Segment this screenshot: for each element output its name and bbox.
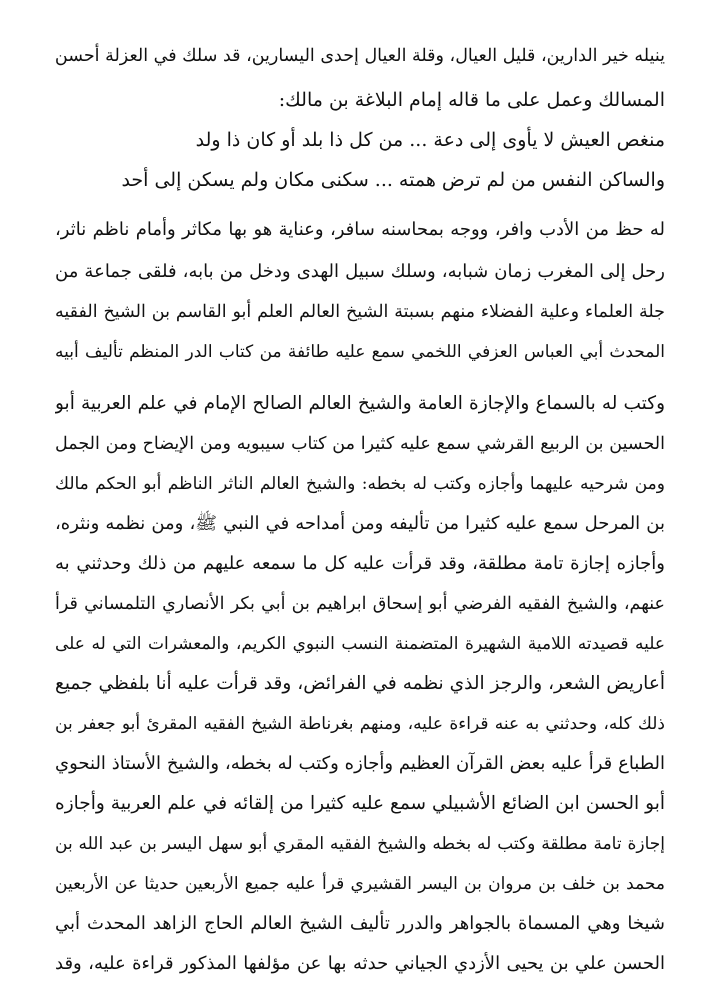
text-line-18: الطباع قرأ عليه بعض القرآن العظيم وأجازه وكتب له بخطه، والشيخ الأستاذ النحوي: [55, 753, 665, 774]
text-line-21: محمد بن خلف بن مروان بن اليسر القشيري قرأ عليه جميع الأربعين حديثا عن الأربعين: [55, 874, 665, 894]
text-line-22: شيخا وهي المسماة بالجواهر والدرر تأليف الشيخ العالم الحاج الزاهد المحدث أبي: [55, 913, 665, 934]
verse-line-2: والساكن النفس من لم ترض همته ... سكنى مكان ولم يسكن إلى أحد: [121, 169, 665, 191]
text-line-2: المسالك وعمل على ما قاله إمام البلاغة بن مالك:: [278, 89, 665, 111]
text-line-14: عنهم، والشيخ الفقيه الفرضي أبو إسحاق ابراهيم بن أبي بكر الأنصاري التلمساني قرأ: [55, 594, 665, 614]
verse-line-1: منغص العيش لا يأوى إلى دعة ... من كل ذا بلد أو كان ذا ولد: [195, 129, 665, 151]
text-line-8: المحدث أبي العباس العزفي اللخمي سمع عليه طائفة من كتاب الدر المنظم تأليف أبيه: [55, 342, 665, 362]
text-line-10: الحسين بن الربيع القرشي سمع عليه كثيرا من كتاب سيبويه ومن الإيضاح ومن الجمل: [55, 434, 665, 454]
text-line-9: وكتب له بالسماع والإجازة العامة والشيخ العالم الصالح الإمام في علم العربية أبو: [55, 393, 665, 414]
text-line-5: له حظ من الأدب وافر، ووجه بمحاسنه سافر، وعناية هو بها مكاثر وأمام ناظم ناثر،: [55, 219, 665, 240]
text-line-20: إجازة تامة مطلقة وكتب له بخطه والشيخ الفقيه المقري أبو سهل اليسر بن عبد الله بن: [55, 834, 665, 854]
text-line-17: ذلك كله، وحدثني به عنه قراءة عليه، ومنهم بغرناطة الشيخ الفقيه المقرئ أبو جعفر بن: [55, 714, 665, 734]
text-line-23: الحسن علي بن يحيى الأزدي الجياني حدثه بها عن مؤلفها المذكور قراءة عليه، وقد: [55, 953, 665, 974]
text-line-7: جلة العلماء وعلية الفضلاء منهم بسبتة الشيخ العالم العلم أبو القاسم بن الشيخ الفقيه: [55, 302, 665, 322]
text-line-6: رحل إلى المغرب زمان شبابه، وسلك سبيل الهدى ودخل من بابه، فلقى جماعة من: [55, 261, 665, 282]
text-line-1: ينيله خير الدارين، قليل العيال، وقلة العيال إحدى اليسارين، قد سلك في العزلة أحسن: [55, 46, 665, 66]
text-line-19: أبو الحسن ابن الضائع الأشبيلي سمع عليه كثيرا من إلقائه في علم العربية وأجازه: [55, 793, 665, 814]
text-line-15: عليه قصيدته اللامية الشهيرة المتضمنة النسب النبوي الكريم، والمعشرات التي له على: [55, 634, 665, 654]
text-line-16: أعاريض الشعر، والرجز الذي نظمه في الفرائض، وقد قرأت عليه أنا بلفظي جميع: [55, 673, 665, 694]
text-line-13: وأجازه إجازة تامة مطلقة، وقد قرأت عليه كل ما سمعه عليهم من ذلك وحدثني به: [55, 553, 665, 574]
text-line-12: بن المرحل سمع عليه كثيرا من تأليفه ومن أمداحه في النبي ﷺ، ومن نظمه ونثره،: [55, 513, 665, 534]
text-line-11: ومن شرحيه عليهما وأجازه وكتب له بخطه: والشيخ العالم الناثر الناظم أبو الحكم مالك: [55, 474, 665, 494]
